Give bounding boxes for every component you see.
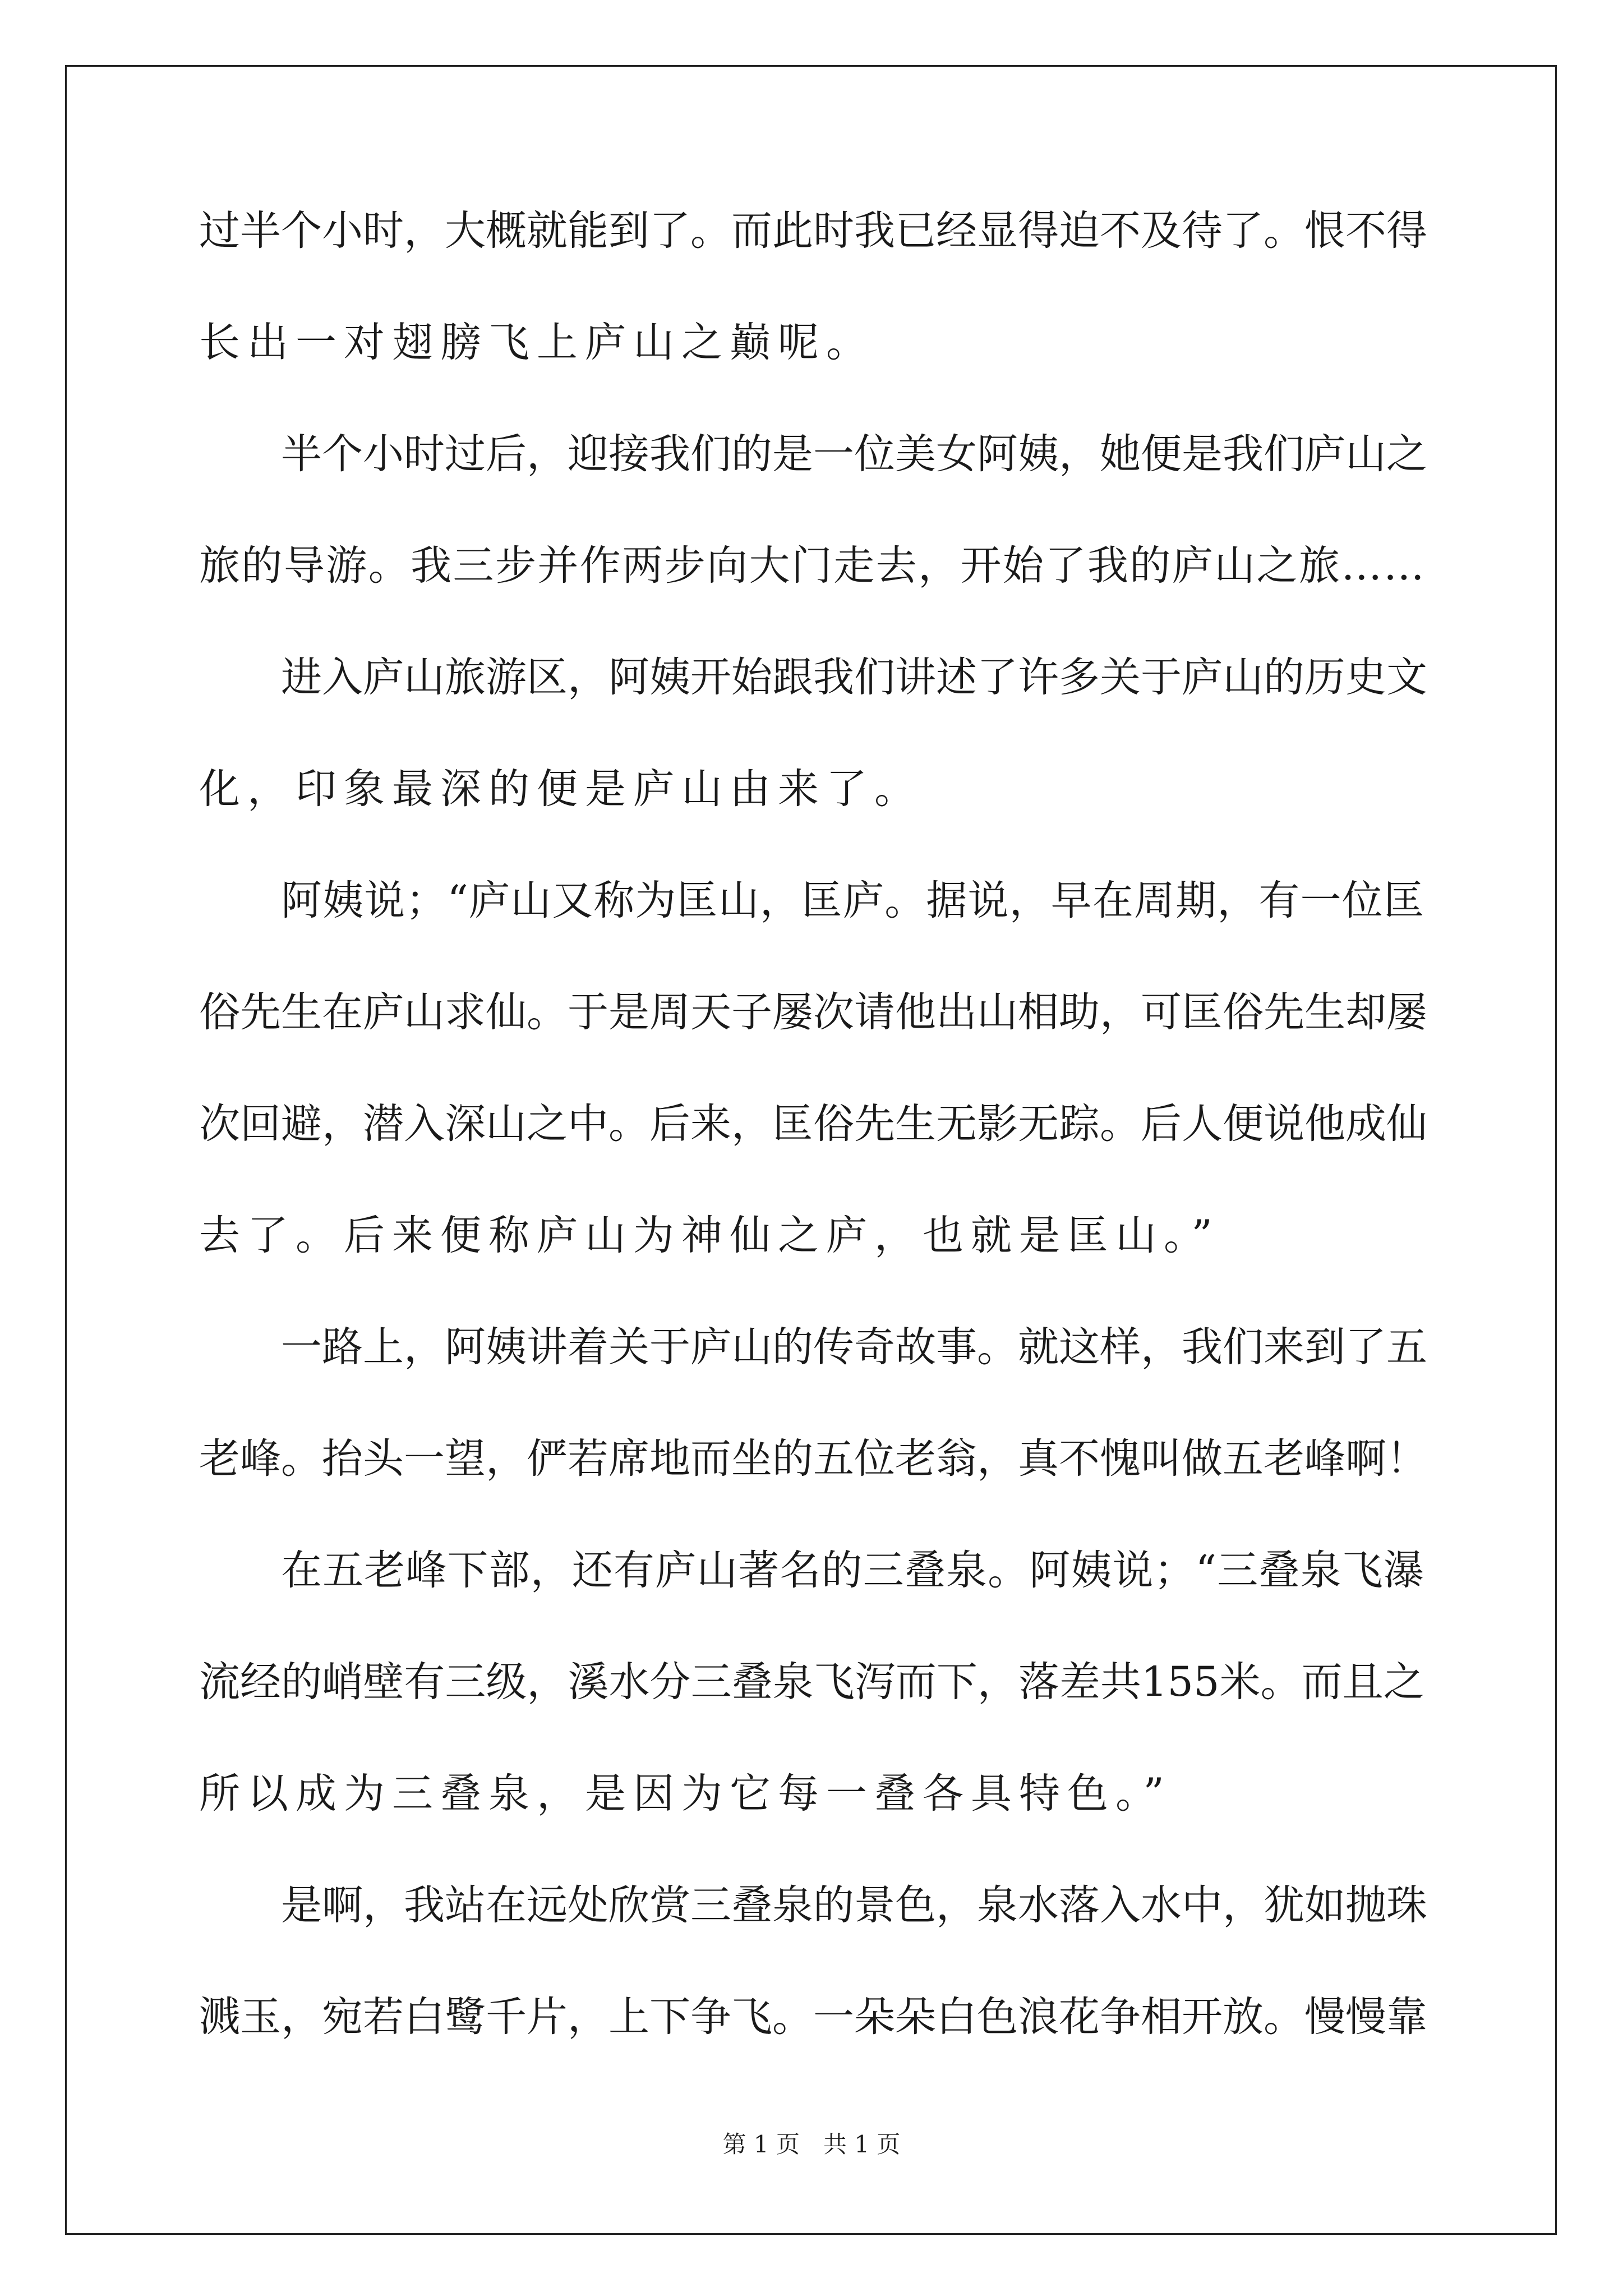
text-line: 进 入 庐 山 旅 游 区 ， 阿 姨 开 始 跟 我 们 讲 述 了 许 多 关 于 庐 山 的 历 史 文 [281,654,1427,701]
text-line: 长出一对翅膀飞上庐山之巅呢。 [199,319,874,366]
text-line: 流 经 的 峭 壁 有 三 级 ， 溪 水 分 三 叠 泉 飞 泻 而 下 ， 落 差 共 155 米 。 而 且 之 [199,1658,1424,1706]
document-body [199,207,1427,2108]
text-line: 一 路 上 ， 阿 姨 讲 着 关 于 庐 山 的 传 奇 故 事 。 就 这 样 ， 我 们 来 到 了 五 [281,1323,1427,1371]
text-line: 老 峰 。 抬 头 一 望 ， 俨 若 席 地 而 坐 的 五 位 老 翁 ， 真 不 愧 叫 做 五 老 峰 啊 ！ [199,1435,1427,1483]
text-line: 阿 姨 说 ； “ 庐 山 又 称 为 匡 山 ， 匡 庐 。 据 说 ， 早 在 周 期 ， 有 一 位 匡 [281,877,1424,924]
text-line: 化，印象最深的便是庐山由来了。 [199,765,923,813]
text-line: 在 五 老 峰 下 部 ， 还 有 庐 山 著 名 的 三 叠 泉 。 阿 姨 说 ； “ 三 叠 泉 飞 瀑 [281,1547,1424,1594]
text-line: 过 半 个 小 时 ， 大 概 就 能 到 了 。 而 此 时 我 已 经 显 得 迫 不 及 待 了 。 恨 不 得 [199,207,1427,255]
page-footer: 第 1 页 共 1 页 [722,2131,901,2158]
text-line: 半 个 小 时 过 后 ， 迎 接 我 们 的 是 一 位 美 女 阿 姨 ， 她 便 是 我 们 庐 山 之 [281,430,1427,478]
text-line: 溅 玉 ， 宛 若 白 鹭 千 片 ， 上 下 争 飞 。 一 朵 朵 白 色 浪 花 争 相 开 放 。 慢 慢 靠 [199,1993,1427,2041]
text-line: 是 啊 ， 我 站 在 远 处 欣 赏 三 叠 泉 的 景 色 ， 泉 水 落 入 水 中 ， 犹 如 抛 珠 [281,1881,1427,1929]
text-line: 所以成为三叠泉，是因为它每一叠各具特色。” [199,1770,1172,1818]
text-line: 去了。后来便称庐山为神仙之庐，也就是匡山。” [199,1212,1220,1259]
text-line: 次 回 避 ， 潜 入 深 山 之 中 。 后 来 ， 匡 俗 先 生 无 影 无 踪 。 后 人 便 说 他 成 仙 [199,1100,1427,1148]
text-line: 旅 的 导 游 。 我 三 步 并 作 两 步 向 大 门 走 去 ， 开 始 了 我 的 庐 山 之 旅 … … [199,542,1424,590]
text-line: 俗 先 生 在 庐 山 求 仙 。 于 是 周 天 子 屡 次 请 他 出 山 相 助 ， 可 匡 俗 先 生 却 屡 [199,988,1427,1036]
